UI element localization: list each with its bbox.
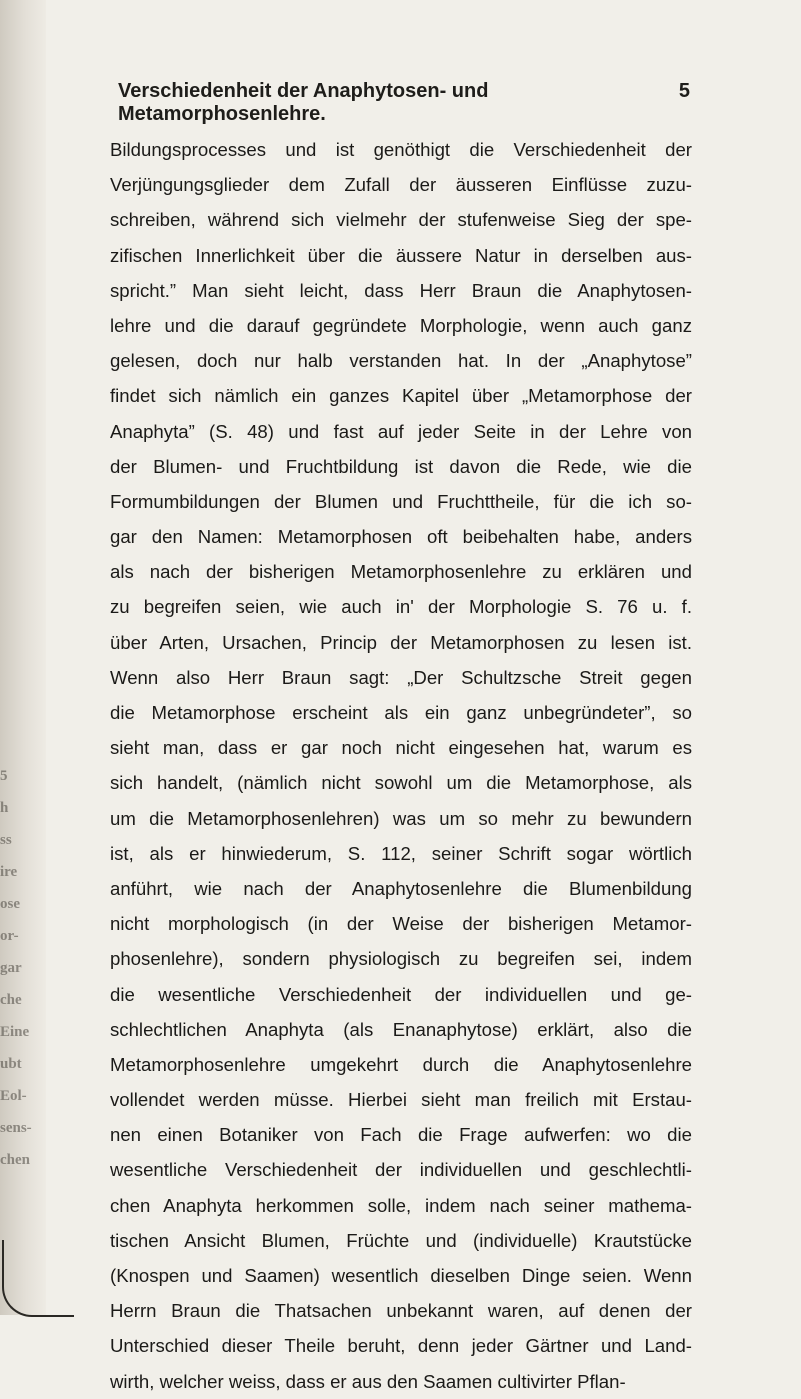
binding-edge — [2, 1240, 74, 1317]
body-text — [110, 132, 692, 1399]
text-line: vollendet werden müsse. Hierbei sieht man freilich mit Erstau- — [110, 1089, 692, 1111]
bleed-fragment: 5 — [0, 768, 8, 784]
text-line: Metamorphosenlehre umgekehrt durch die Anaphytosenlehre — [110, 1053, 692, 1075]
text-line: wesentliche Verschiedenheit der individuellen und geschlechtli- — [110, 1159, 692, 1181]
text-line: sieht man, dass er gar noch nicht eingesehen hat, warum es — [110, 737, 692, 759]
text-line: gar den Namen: Metamorphosen oft beibehalten habe, anders — [110, 526, 692, 548]
text-line: gelesen, doch nur halb verstanden hat. In der „Anaphytose” — [110, 350, 692, 372]
text-line: um die Metamorphosenlehren) was um so mehr zu bewundern — [110, 807, 692, 829]
text-line: die wesentliche Verschiedenheit der individuellen und ge- — [110, 983, 692, 1005]
text-line: chen Anaphyta herkommen solle, indem nach seiner mathema- — [110, 1194, 692, 1216]
bleed-fragment: ose — [0, 896, 20, 912]
facing-page-bleed-text — [0, 760, 40, 1176]
text-line: nen einen Botaniker von Fach die Frage aufwerfen: wo die — [110, 1124, 692, 1146]
text-line: Unterschied dieser Theile beruht, denn jeder Gärtner und Land- — [110, 1335, 692, 1357]
page-number: 5 — [678, 80, 690, 102]
text-line: lehre und die darauf gegründete Morphologie, wenn auch ganz — [110, 314, 692, 336]
text-line: nicht morphologisch (in der Weise der bisherigen Metamor- — [110, 913, 692, 935]
text-line: Herrn Braun die Thatsachen unbekannt waren, auf denen der — [110, 1300, 692, 1322]
text-line: Formumbildungen der Blumen und Fruchttheile, für die ich so- — [110, 490, 692, 512]
text-line: phosenlehre), sondern physiologisch zu begreifen sei, indem — [110, 948, 692, 970]
running-title: Verschiedenheit der Anaphytosen- und Metamorphosenlehre. — [118, 80, 489, 125]
bleed-fragment: ire — [0, 864, 18, 880]
text-line: spricht.” Man sieht leicht, dass Herr Braun die Anaphytosen- — [110, 279, 692, 301]
running-header — [110, 80, 690, 125]
text-line: Verjüngungsglieder dem Zufall der äusseren Einflüsse zuzu- — [110, 174, 692, 196]
text-line: schlechtlichen Anaphyta (als Enanaphytose) erklärt, also die — [110, 1018, 692, 1040]
bleed-fragment: Eol- — [0, 1088, 27, 1104]
text-line: zifischen Innerlichkeit über die äussere Natur in derselben aus- — [110, 244, 692, 266]
bleed-fragment: gar — [0, 960, 22, 976]
bleed-fragment: Eine — [0, 1024, 30, 1040]
bleed-fragment: h — [0, 800, 9, 816]
text-line: der Blumen- und Fruchtbildung ist davon die Rede, wie die — [110, 455, 692, 477]
bleed-fragment: chen — [0, 1152, 30, 1168]
text-line: findet sich nämlich ein ganzes Kapitel über „Metamorphose der — [110, 385, 692, 407]
bleed-fragment: or- — [0, 928, 19, 944]
text-line: über Arten, Ursachen, Princip der Metamorphosen zu lesen ist. — [110, 631, 692, 653]
text-line: (Knospen und Saamen) wesentlich dieselben Dinge seien. Wenn — [110, 1265, 692, 1286]
text-line: tischen Ansicht Blumen, Früchte und (individuelle) Krautstücke — [110, 1229, 692, 1251]
text-line: sich handelt, (nämlich nicht sowohl um die Metamorphose, als — [110, 772, 692, 794]
text-line: ist, als er hinwiederum, S. 112, seiner Schrift sogar wörtlich — [110, 842, 692, 864]
text-line: Anaphyta” (S. 48) und fast auf jeder Seite in der Lehre von — [110, 420, 692, 442]
text-line: als nach der bisherigen Metamorphosenlehre zu erklären und — [110, 561, 692, 583]
text-line: zu begreifen seien, wie auch in' der Morphologie S. 76 u. f. — [110, 596, 692, 618]
bleed-fragment: sens- — [0, 1120, 32, 1136]
text-line: die Metamorphose erscheint als ein ganz unbegründeter”, so — [110, 702, 692, 723]
text-line: schreiben, während sich vielmehr der stufenweise Sieg der spe- — [110, 209, 692, 231]
bleed-fragment: ubt — [0, 1056, 22, 1072]
text-line: Bildungsprocesses und ist genöthigt die Verschiedenheit der — [110, 139, 692, 160]
text-line: Wenn also Herr Braun sagt: „Der Schultzsche Streit gegen — [110, 666, 692, 688]
text-line: anführt, wie nach der Anaphytosenlehre die Blumenbildung — [110, 877, 692, 899]
bleed-fragment: ss — [0, 832, 12, 848]
bleed-fragment: che — [0, 992, 22, 1008]
text-line: wirth, welcher weiss, dass er aus den Saamen cultivirter Pflan- — [110, 1370, 626, 1392]
